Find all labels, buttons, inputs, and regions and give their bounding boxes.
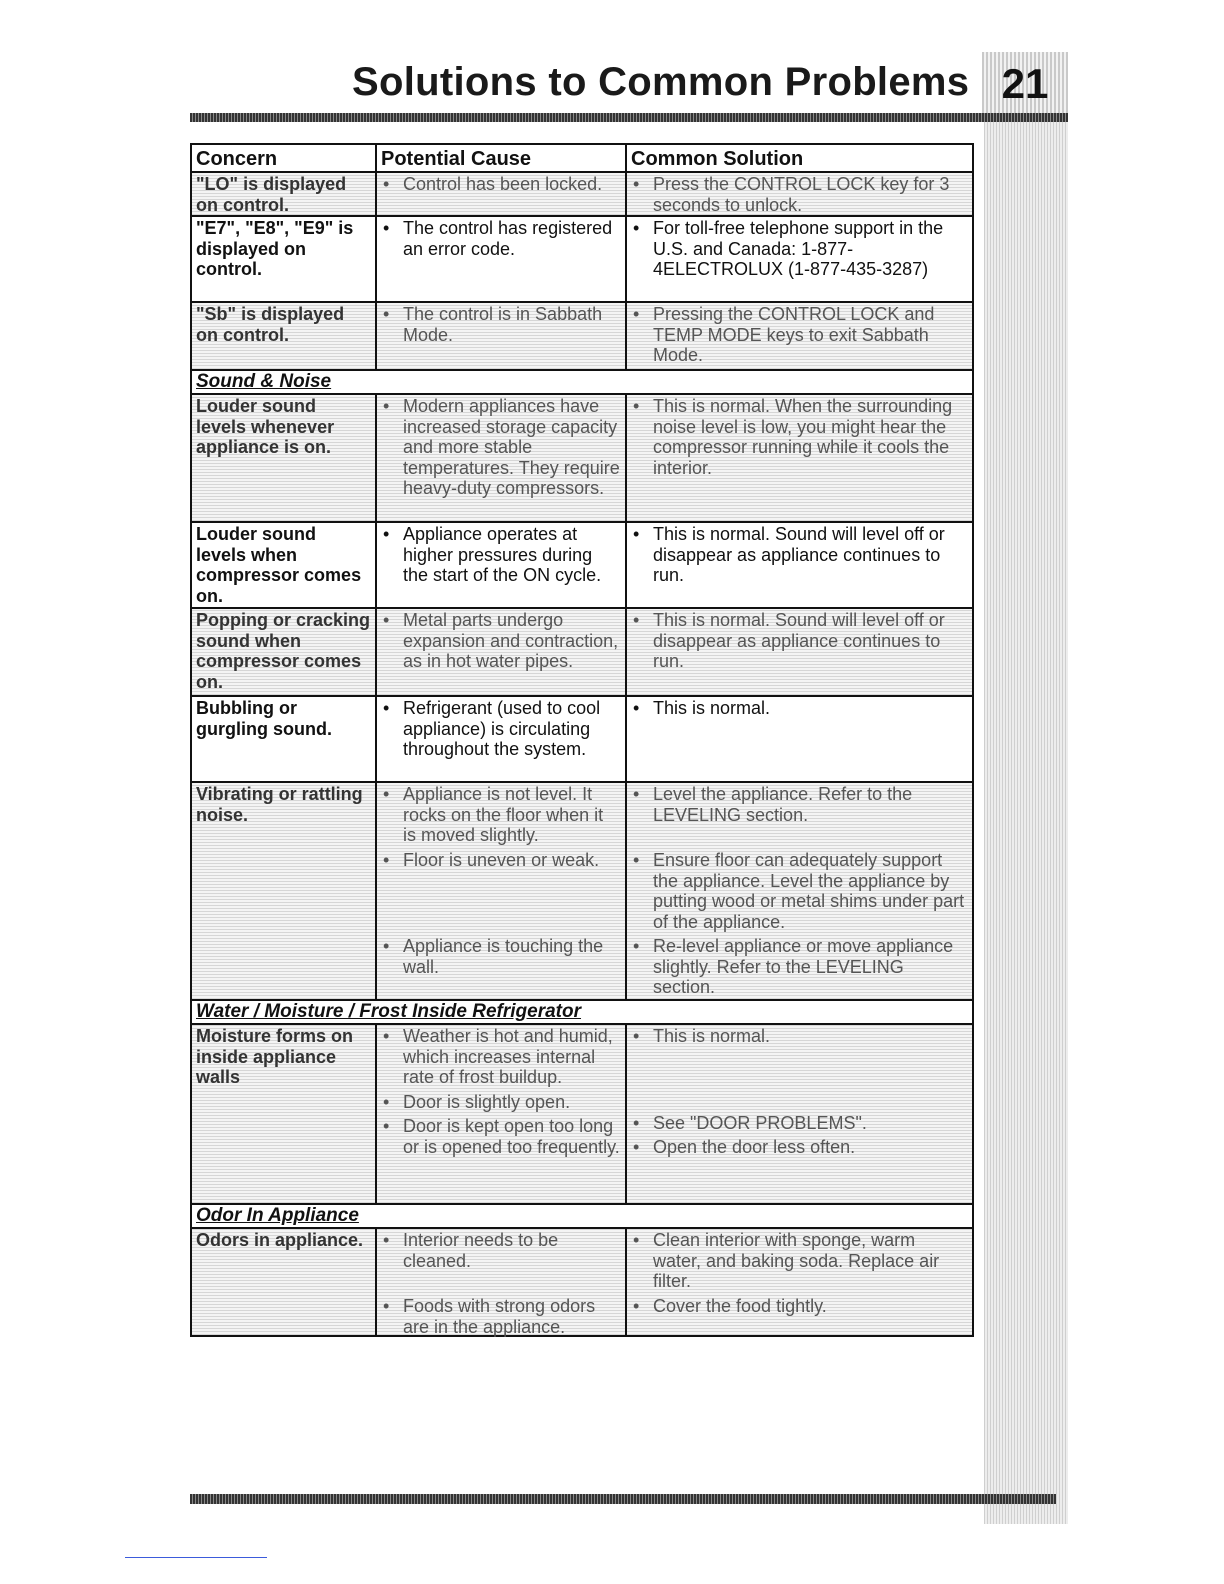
concern-cell: Louder sound levels when compressor comes on. xyxy=(192,523,377,607)
concern-cell: "LO" is displayed on control. xyxy=(192,173,377,215)
table-row xyxy=(192,607,972,695)
cause-text: Appliance is not level. It rocks on the floor when it is moved slightly. xyxy=(403,784,604,845)
table-row xyxy=(192,215,972,301)
concern-cell: "Sb" is displayed on control. xyxy=(192,303,377,369)
concern-cell: Louder sound levels whenever appliance is on. xyxy=(192,395,377,521)
solution-text: Open the door less often. xyxy=(653,1137,856,1157)
solution-cell: • Clean interior with sponge, warm water, and baking soda. Replace air filter. • Cover the food tightly. xyxy=(627,1229,972,1335)
solution-cell: • Level the appliance. Refer to the LEVELING section. • Ensure floor can adequately support the appliance. Level the appliance by putting wood or metal shims under part of the appliance. • Re-level appliance or move appliance slightly. Refer to the LEVELING section. xyxy=(627,783,972,999)
table-row xyxy=(192,1023,972,1203)
cause-text: The control is in Sabbath Mode. xyxy=(403,304,603,345)
cause-cell: • Interior needs to be cleaned. • Foods with strong odors are in the appliance. xyxy=(377,1229,627,1335)
section-title: Odor In Appliance xyxy=(196,1205,359,1226)
solution-text: For toll-free telephone support in the U.S. and Canada: 1-877-4ELECTROLUX (1-877-435-3287) xyxy=(653,218,944,279)
column-header-solution: Common Solution xyxy=(631,148,804,170)
solution-text: See "DOOR PROBLEMS". xyxy=(653,1112,867,1133)
solution-text: Cover the food tightly. xyxy=(653,1295,827,1316)
section-header-sound xyxy=(192,369,972,393)
cause-cell: • Metal parts undergo expansion and contraction, as in hot water pipes. xyxy=(377,609,627,695)
cause-text: Door is kept open too long or is opened too frequently. xyxy=(403,1116,620,1157)
section-header-odor xyxy=(192,1203,972,1227)
solution-text: Pressing the CONTROL LOCK and TEMP MODE keys to exit Sabbath Mode. xyxy=(653,304,935,365)
cause-text: Appliance operates at higher pressures during the start of the ON cycle. xyxy=(403,524,602,585)
cause-cell: • Appliance is not level. It rocks on the floor when it is moved slightly. • Floor is uneven or weak. • Appliance is touching the wall. xyxy=(377,783,627,999)
troubleshooting-table xyxy=(190,143,974,1337)
table-row xyxy=(192,781,972,999)
table-row xyxy=(192,1227,972,1335)
solution-cell: • Pressing the CONTROL LOCK and TEMP MODE keys to exit Sabbath Mode. xyxy=(627,303,972,369)
solution-text: Level the appliance. Refer to the LEVELING section. xyxy=(653,784,913,825)
table-header-row xyxy=(192,145,972,171)
concern-cell: Vibrating or rattling noise. xyxy=(192,783,377,999)
solution-text: This is normal. When the surrounding noise level is low, you might hear the compressor running while it cools the interior. xyxy=(653,396,953,478)
side-tab-strip xyxy=(984,114,1068,1524)
concern-cell: Popping or cracking sound when compressor comes on. xyxy=(192,609,377,695)
table-row xyxy=(192,171,972,215)
cause-text: Door is slightly open. xyxy=(403,1091,571,1112)
table-row xyxy=(192,393,972,521)
solution-cell: • For toll-free telephone support in the U.S. and Canada: 1-877-4ELECTROLUX (1-877-435-3287) xyxy=(627,217,972,301)
solution-text: This is normal. Sound will level off or disappear as appliance continues to run. xyxy=(653,524,945,585)
header-rule xyxy=(190,113,1068,122)
cause-text: Floor is uneven or weak. xyxy=(403,849,600,870)
solution-cell: • This is normal. Sound will level off or disappear as appliance continues to run. xyxy=(627,609,972,695)
column-header-cause: Potential Cause xyxy=(377,145,627,171)
solution-text: Clean interior with sponge, warm water, and baking soda. Replace air filter. xyxy=(653,1230,940,1291)
cause-text: Modern appliances have increased storage capacity and more stable temperatures. They require heavy-duty compressors. xyxy=(403,396,620,498)
cause-cell: • Appliance operates at higher pressures during the start of the ON cycle. xyxy=(377,523,627,607)
page-number: 21 xyxy=(982,52,1068,114)
section-header-water xyxy=(192,999,972,1023)
cause-cell: • Control has been locked. xyxy=(377,173,627,215)
solution-cell: • This is normal. When the surrounding noise level is low, you might hear the compressor running while it cools the interior. xyxy=(627,395,972,521)
concern-cell: Odors in appliance. xyxy=(192,1229,377,1335)
solution-cell: • This is normal. Sound will level off or disappear as appliance continues to run. xyxy=(627,523,972,607)
footer-rule xyxy=(190,1494,1056,1504)
table-row xyxy=(192,301,972,369)
table-row xyxy=(192,695,972,781)
cause-cell: • Weather is hot and humid, which increases internal rate of frost buildup. • Door is slightly open. • Door is kept open too long or is opened too frequently. xyxy=(377,1025,627,1203)
concern-cell: Bubbling or gurgling sound. xyxy=(192,697,377,781)
cause-text: Control has been locked. xyxy=(403,174,603,194)
table-row xyxy=(192,521,972,607)
cause-text: Weather is hot and humid, which increases internal rate of frost buildup. xyxy=(403,1026,613,1087)
footer-link-line xyxy=(125,1557,267,1558)
cause-text: Refrigerant (used to cool appliance) is circulating throughout the system. xyxy=(403,698,601,759)
solution-cell: • Press the CONTROL LOCK key for 3 seconds to unlock. xyxy=(627,173,972,215)
cause-text: The control has registered an error code. xyxy=(403,218,613,259)
cause-text: Foods with strong odors are in the appliance. xyxy=(403,1296,596,1337)
page-title: Solutions to Common Problems xyxy=(352,60,970,104)
cause-cell: • The control is in Sabbath Mode. xyxy=(377,303,627,369)
section-title: Water / Moisture / Frost Inside Refrigerator xyxy=(196,1001,582,1022)
column-header-concern: Concern xyxy=(192,145,377,171)
concern-cell: "E7", "E8", "E9" is displayed on control. xyxy=(192,217,377,301)
cause-cell: • Modern appliances have increased storage capacity and more stable temperatures. They require heavy-duty compressors. xyxy=(377,395,627,521)
cause-text: Metal parts undergo expansion and contraction, as in hot water pipes. xyxy=(403,610,619,671)
solution-text: Press the CONTROL LOCK key for 3 seconds to unlock. xyxy=(653,174,950,215)
solution-text: Re-level appliance or move appliance slightly. Refer to the LEVELING section. xyxy=(653,936,954,997)
solution-cell: • This is normal. xyxy=(627,697,972,781)
solution-text: This is normal. xyxy=(653,1026,771,1046)
section-title: Sound & Noise xyxy=(196,371,332,392)
solution-text: This is normal. Sound will level off or disappear as appliance continues to run. xyxy=(653,610,945,671)
cause-cell: • The control has registered an error code. xyxy=(377,217,627,301)
solution-text: Ensure floor can adequately support the appliance. Level the appliance by putting wood or metal shims under part of the appliance. xyxy=(653,850,965,932)
cause-text: Appliance is touching the wall. xyxy=(403,936,604,977)
solution-text: This is normal. xyxy=(653,698,771,718)
solution-cell: • This is normal. • See "DOOR PROBLEMS". • Open the door less often. xyxy=(627,1025,972,1203)
cause-cell: • Refrigerant (used to cool appliance) is circulating throughout the system. xyxy=(377,697,627,781)
concern-cell: Moisture forms on inside appliance walls xyxy=(192,1025,377,1203)
cause-text: Interior needs to be cleaned. xyxy=(403,1230,559,1271)
